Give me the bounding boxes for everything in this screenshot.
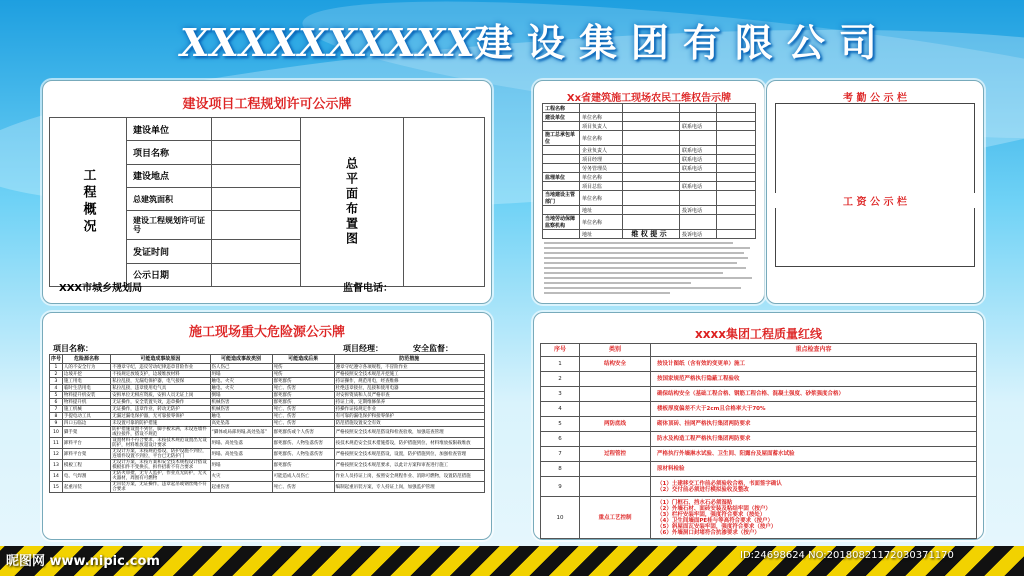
table-cell: 私拉乱接，无漏电保护器，电气接保	[111, 378, 210, 385]
table-cell	[623, 155, 680, 164]
company-title-x: XXXXXXXXXX	[180, 20, 475, 65]
table-cell: 3	[541, 387, 580, 402]
table-cell: 杜绝违章接拉，乱接和使用电器	[334, 385, 484, 392]
table-cell: 卸料平台	[62, 438, 110, 449]
table-cell: 可能造成人员伤亡	[272, 471, 334, 482]
panel-title: 建设项目工程规划许可公示牌	[182, 97, 352, 112]
table-cell: 严格按照安全技术规范搭设，设置，防护措施到位，加强检查管理	[334, 449, 484, 460]
table-cell: 高处坠落	[210, 420, 272, 427]
plan-label: 总平面布置图	[301, 118, 404, 287]
table-cell: 12	[50, 449, 63, 460]
table-cell: 按设计图纸（含有效的变更单）施工	[651, 357, 977, 372]
permit-table	[49, 117, 485, 287]
table-header: 类别	[580, 344, 651, 357]
table-cell	[623, 182, 680, 191]
panel-title: xxxx集团工程质量红线	[695, 327, 822, 341]
table-cell: 无证操作，违章作业，转动无防护	[111, 406, 210, 413]
table-cell: 无设计方案，未按方案和安全技术规程设计搭设模板扣件不变换长，拆件招新不符合要求	[111, 460, 210, 471]
table-header: 防范措施	[334, 355, 484, 364]
table-cell	[623, 146, 680, 155]
table-cell: 防护措施设置不到位，脚手板未满，未设连墙件或拉接件，搭设不规范	[111, 427, 210, 438]
table-cell: 编制起重吊装方案，专人持证上岗，加强监护管理	[334, 482, 484, 493]
table-cell	[623, 173, 680, 182]
table-cell: 原材料检验	[651, 462, 977, 477]
table-cell: 群死群伤或个人伤害	[272, 427, 334, 438]
table-cell: 监理单位	[543, 173, 580, 182]
table-header: 危险源名称	[62, 355, 110, 364]
table-cell: 单位名称	[580, 173, 623, 182]
table-cell: 坍塌	[210, 371, 272, 378]
table-cell	[623, 122, 680, 131]
table-cell: 施工总承包单位	[543, 131, 580, 146]
table-cell	[717, 104, 756, 113]
table-header: 可能造成事故原因	[111, 355, 210, 364]
table-cell: 人的不安全行为	[62, 364, 110, 371]
table-cell: 物料提升机	[62, 399, 110, 406]
table-cell: 无漏过漏电保护器，无可靠接零保护	[111, 413, 210, 420]
table-cell: 死亡、伤害	[272, 385, 334, 392]
table-cell	[717, 191, 756, 206]
permit-row-label: 总建筑面积	[127, 188, 212, 211]
table-cell: 联系电话	[680, 155, 717, 164]
worker-rights-panel	[533, 80, 765, 304]
table-cell: 14	[50, 471, 63, 482]
table-cell: 建设单位	[543, 113, 580, 122]
table-cell: 5	[50, 392, 63, 399]
table-cell: 项目负责人	[580, 122, 623, 131]
table-row	[541, 387, 977, 402]
table-cell	[717, 146, 756, 155]
table-cell: 群死群伤	[272, 399, 334, 406]
table-cell: 1	[541, 357, 580, 372]
hazard-panel	[42, 312, 492, 540]
table-cell: 工程名称	[543, 104, 580, 113]
table-row	[543, 206, 756, 215]
table-cell: 15	[50, 482, 63, 493]
table-row	[543, 122, 756, 131]
table-cell: 地址	[580, 206, 623, 215]
table-cell: 无防火审批，无专人监护，作业点无防护，无灭火器材，周围有可燃物	[111, 471, 210, 482]
table-cell: 8	[50, 413, 63, 420]
table-header: 可能造成后果	[272, 355, 334, 364]
table-cell: 7	[541, 447, 580, 462]
table-cell	[717, 155, 756, 164]
table-cell: 私拉乱接，违章使用电气具	[111, 385, 210, 392]
table-row	[50, 392, 485, 399]
table-cell	[580, 477, 651, 497]
table-cell: 项目经理	[580, 155, 623, 164]
table-row	[543, 215, 756, 230]
table-row	[541, 447, 977, 462]
table-cell: 群死群伤、人物坠落伤害	[272, 449, 334, 460]
table-row	[543, 131, 756, 146]
table-row	[541, 497, 977, 539]
table-cell: 临时生活用电	[62, 385, 110, 392]
watermark-left: 昵图网 www.nipic.com	[6, 554, 160, 569]
table-cell: 7	[50, 406, 63, 413]
table-row	[50, 482, 485, 493]
table-row	[50, 420, 485, 427]
table-cell	[580, 432, 651, 447]
table-cell: 严格按照安全技术规范开挖施工	[334, 371, 484, 378]
rights-table	[542, 103, 756, 239]
table-row	[50, 413, 485, 420]
table-cell: 4	[50, 385, 63, 392]
table-cell: 坍塌、高处坠落	[210, 438, 272, 449]
attendance-wage-panel	[766, 80, 984, 304]
table-cell: 持操作证按规定作业	[334, 406, 484, 413]
table-cell	[543, 155, 580, 164]
table-row	[543, 155, 756, 164]
table-row	[50, 427, 485, 438]
bureau-name: XXX市城乡规划局	[59, 283, 143, 294]
table-cell	[580, 372, 651, 387]
table-cell: 严格按照安全技术规范要求，以此计方案和审查进行施工	[334, 460, 484, 471]
table-cell	[543, 182, 580, 191]
table-cell: 当地劳动保障监察机构	[543, 215, 580, 230]
table-cell	[543, 146, 580, 155]
table-cell: 单位名称	[580, 113, 623, 122]
table-cell: 单位名称	[580, 191, 623, 206]
table-cell: 11	[50, 438, 63, 449]
table-row	[543, 104, 756, 113]
table-cell: 2	[50, 371, 63, 378]
notice-title: 维 权 提 示	[631, 230, 667, 238]
table-cell: 严格执行外墙淋水试验、卫生间、阳露台及屋面蓄水试验	[651, 447, 977, 462]
table-header-row	[50, 355, 485, 364]
table-cell: 不按规定放坡支护，边坡堆放材料	[111, 371, 210, 378]
table-cell: 死伤	[272, 371, 334, 378]
table-cell: 9	[50, 420, 63, 427]
table-cell: 当地建设主管部门	[543, 191, 580, 206]
table-header: 可能造成事故类别	[210, 355, 272, 364]
table-cell	[680, 173, 717, 182]
wage-title: 工 资 公 示 栏	[767, 193, 983, 208]
table-cell: 防范措施设置安全有效	[334, 420, 484, 427]
table-cell: 单位名称	[580, 131, 623, 146]
table-row	[50, 399, 485, 406]
table-cell: 无设计方案，未按规范搭设，防护设施不到位，连墙件设置不到位，平台已无防护门	[111, 449, 210, 460]
table-cell: 8	[541, 462, 580, 477]
permit-row-label: 建设单位	[127, 118, 212, 141]
table-cell: 死亡、伤害	[272, 406, 334, 413]
table-cell: 不遵章守纪，违反劳动纪律违章冒险作业	[111, 364, 210, 371]
table-row	[543, 182, 756, 191]
table-cell	[680, 113, 717, 122]
table-cell: 6	[541, 432, 580, 447]
table-cell: 重点工艺控制	[580, 497, 651, 539]
table-cell: 3	[50, 378, 63, 385]
table-cell: 手提电动工具	[62, 413, 110, 420]
table-cell	[680, 104, 717, 113]
table-cell: 企业负责人	[580, 146, 623, 155]
permit-row-label: 建设工程规划许可证号	[127, 211, 212, 240]
table-cell: 边坡开挖	[62, 371, 110, 378]
table-cell: 坍塌	[210, 460, 272, 471]
table-cell: 防水及构造工程严格执行集团两防要求	[651, 432, 977, 447]
table-cell: 施工用电	[62, 378, 110, 385]
table-row	[50, 471, 485, 482]
table-cell: 2	[541, 372, 580, 387]
table-cell	[580, 387, 651, 402]
table-row	[541, 402, 977, 417]
table-cell: 死亡、伤害	[272, 420, 334, 427]
table-cell	[717, 131, 756, 146]
table-cell: 劳务管理员	[580, 164, 623, 173]
table-cell: 项目总监	[580, 182, 623, 191]
table-cell	[717, 206, 756, 215]
table-cell: “脚体或局部坍塌,高处坠落”	[210, 427, 272, 438]
table-cell	[717, 182, 756, 191]
table-cell: 死亡、伤害	[272, 482, 334, 493]
table-row	[50, 385, 485, 392]
table-cell: （1）土建移交工作前必须验收合格，书面签字确认 （2）交付前必须进行模拟验收及整改	[651, 477, 977, 497]
table-cell: 群死群伤	[272, 460, 334, 471]
table-cell: 联系电话	[680, 182, 717, 191]
table-cell: 群死群伤、人物坠落伤害	[272, 438, 334, 449]
table-cell: 过程管控	[580, 447, 651, 462]
table-cell: 1	[50, 364, 63, 371]
table-cell: 有可靠的漏电保护和接零保护	[334, 413, 484, 420]
table-cell: 设置材料不符合要求，未按技术规范设置出无设防护，材料堆放超设计要求	[111, 438, 210, 449]
table-cell: 坍塌、高处坠落	[210, 449, 272, 460]
table-cell: 安拆单位无相应资质，安拆人员无证上岗	[111, 392, 210, 399]
table-row	[50, 406, 485, 413]
table-row	[541, 417, 977, 432]
table-cell: 确保结构安全（基础工程合格、钢筋工程合格、混凝土强度、砂浆强度合格）	[651, 387, 977, 402]
table-cell	[623, 164, 680, 173]
table-header: 序号	[50, 355, 61, 362]
table-cell: 联系电话	[680, 122, 717, 131]
safety-supervision-label: 安全监督：	[413, 344, 453, 353]
table-cell: 起重吊装	[62, 482, 110, 493]
table-cell: 按技术规范安全技术措施搭设，防护措施到位，材料堆放按限载堆放	[334, 438, 484, 449]
table-cell	[623, 131, 680, 146]
redline-table	[540, 343, 977, 539]
company-title	[180, 12, 891, 67]
table-row	[50, 364, 485, 371]
table-row	[541, 357, 977, 372]
table-cell	[580, 104, 623, 113]
table-cell: 投诉电话	[680, 230, 717, 239]
table-cell: （1）门框石、挡水石必须湿贴 （2）外墙石材、面砖安装及粘结牢固（按户） （3）栏杆安装牢固，强度符合要求（按处） （4）卫生间墙面PE桂与等高符合要求（按户） （5）斜屋面瓦安装牢固，强度符合要求（按户） （6）外墙洞口封堵符合抗渗要求（按户）	[651, 497, 977, 539]
panel-title: Xx省建筑施工现场农民工维权告示牌	[566, 93, 732, 104]
quality-redline-panel	[533, 312, 984, 540]
watermark-right: ID:24698624 NO:20180821172030371170	[740, 550, 954, 561]
table-cell: 四口五临边	[62, 420, 110, 427]
hazard-table	[49, 354, 485, 493]
table-cell: 火灾	[210, 471, 272, 482]
table-cell: 地址	[580, 230, 623, 239]
table-cell: 脚手架	[62, 427, 110, 438]
permit-row-label: 项目名称	[127, 141, 212, 164]
table-row	[50, 449, 485, 460]
table-cell: 联系电话	[680, 146, 717, 155]
permit-row-label: 发证时间	[127, 240, 212, 263]
table-cell	[680, 215, 717, 230]
table-cell	[543, 122, 580, 131]
table-cell: 触电	[210, 413, 272, 420]
table-cell: 电、气焊割	[62, 471, 110, 482]
table-header: 重点检查内容	[651, 344, 977, 357]
table-cell: 机械伤害	[210, 406, 272, 413]
table-cell	[680, 131, 717, 146]
table-cell: 卸料平台架	[62, 449, 110, 460]
table-cell	[680, 191, 717, 206]
table-row	[50, 460, 485, 471]
overview-label: 工程概况	[50, 118, 127, 287]
table-row	[543, 164, 756, 173]
table-cell: 持证上岗，定期维修保养	[334, 399, 484, 406]
table-row	[50, 371, 485, 378]
table-row	[543, 173, 756, 182]
permit-row-label: 建设地点	[127, 164, 212, 187]
table-cell	[623, 113, 680, 122]
table-cell: 持证操作，规范用电，经查维修	[334, 378, 484, 385]
table-row	[541, 462, 977, 477]
table-cell: 未设置可靠的防护措施	[111, 420, 210, 427]
table-cell: 楼板厚度偏差不大于2cm且合格率大于70%	[651, 402, 977, 417]
table-cell: 13	[50, 460, 63, 471]
table-cell: 5	[541, 417, 580, 432]
table-cell: 起重伤害	[210, 482, 272, 493]
planning-permit-panel	[42, 80, 492, 304]
table-row	[541, 477, 977, 497]
table-row	[541, 372, 977, 387]
table-cell: 6	[50, 399, 63, 406]
table-header: 序号	[541, 344, 580, 357]
table-header-row	[541, 344, 977, 357]
table-cell: 物料提升机安装	[62, 392, 110, 399]
table-row	[543, 191, 756, 206]
table-cell: 结构安全	[580, 357, 651, 372]
table-cell: 遵章守纪遵守各项规程，不冒险作业	[334, 364, 484, 371]
table-cell: 触电、火灾	[210, 385, 272, 392]
table-cell	[717, 113, 756, 122]
table-cell	[623, 215, 680, 230]
table-cell	[580, 462, 651, 477]
table-cell: 投诉电话	[680, 206, 717, 215]
table-cell: 无证操作，安全装置失效，违章操作	[111, 399, 210, 406]
table-cell	[623, 191, 680, 206]
table-cell: 无吊装方案，无证操作，违章起吊或钢丝绳不符合要求	[111, 482, 210, 493]
table-cell: 按国家规范严格执行隐蔽工程验收	[651, 372, 977, 387]
table-cell	[580, 402, 651, 417]
table-cell: 砌体顶砖、挂网严格执行集团两防要求	[651, 417, 977, 432]
table-cell: 触电、火灾	[210, 378, 272, 385]
table-cell: 10	[541, 497, 580, 539]
table-cell	[543, 206, 580, 215]
table-cell: 两防底线	[580, 417, 651, 432]
company-title-name: 建设集团有限公司	[474, 20, 891, 65]
table-cell: 群死群伤	[272, 378, 334, 385]
table-cell: 联系电话	[680, 164, 717, 173]
table-cell: 9	[541, 477, 580, 497]
project-name-label: 项目名称：	[53, 344, 93, 353]
table-cell	[717, 164, 756, 173]
table-cell	[623, 206, 680, 215]
table-cell: 对安拆资质和人员严格审查	[334, 392, 484, 399]
permit-row-label: 公示日期	[127, 263, 212, 286]
attendance-title: 考 勤 公 示 栏	[843, 93, 907, 104]
project-manager-label: 项目经理：	[343, 344, 383, 353]
table-cell	[717, 173, 756, 182]
table-cell	[623, 104, 680, 113]
table-cell: 作业人员持证上岗，按照安全规程作业、消除可燃物，设置防范措施	[334, 471, 484, 482]
table-row	[50, 438, 485, 449]
table-row	[541, 432, 977, 447]
table-cell	[543, 164, 580, 173]
table-cell: 4	[541, 402, 580, 417]
table-row	[50, 378, 485, 385]
supervision-phone: 监督电话：	[343, 283, 393, 294]
table-cell: 模板工程	[62, 460, 110, 471]
panel-title: 施工现场重大危险源公示牌	[188, 325, 345, 340]
table-cell: 机械伤害	[210, 399, 272, 406]
table-row	[543, 113, 756, 122]
table-cell: 施工机械	[62, 406, 110, 413]
table-cell: 死亡、伤害	[272, 413, 334, 420]
table-cell: 群死群伤	[272, 392, 334, 399]
table-cell	[717, 215, 756, 230]
table-cell: 10	[50, 427, 63, 438]
table-cell: 严格按照安全技术规范搭设和检查验收，加强巡查管理	[334, 427, 484, 438]
notice-text-lines	[544, 239, 754, 297]
table-cell	[717, 122, 756, 131]
table-cell: 倒塌	[210, 392, 272, 399]
table-cell: 伤人伤己	[210, 364, 272, 371]
attendance-board	[775, 103, 975, 267]
table-cell: 单位名称	[580, 215, 623, 230]
table-cell: 死伤	[272, 364, 334, 371]
table-row	[543, 146, 756, 155]
